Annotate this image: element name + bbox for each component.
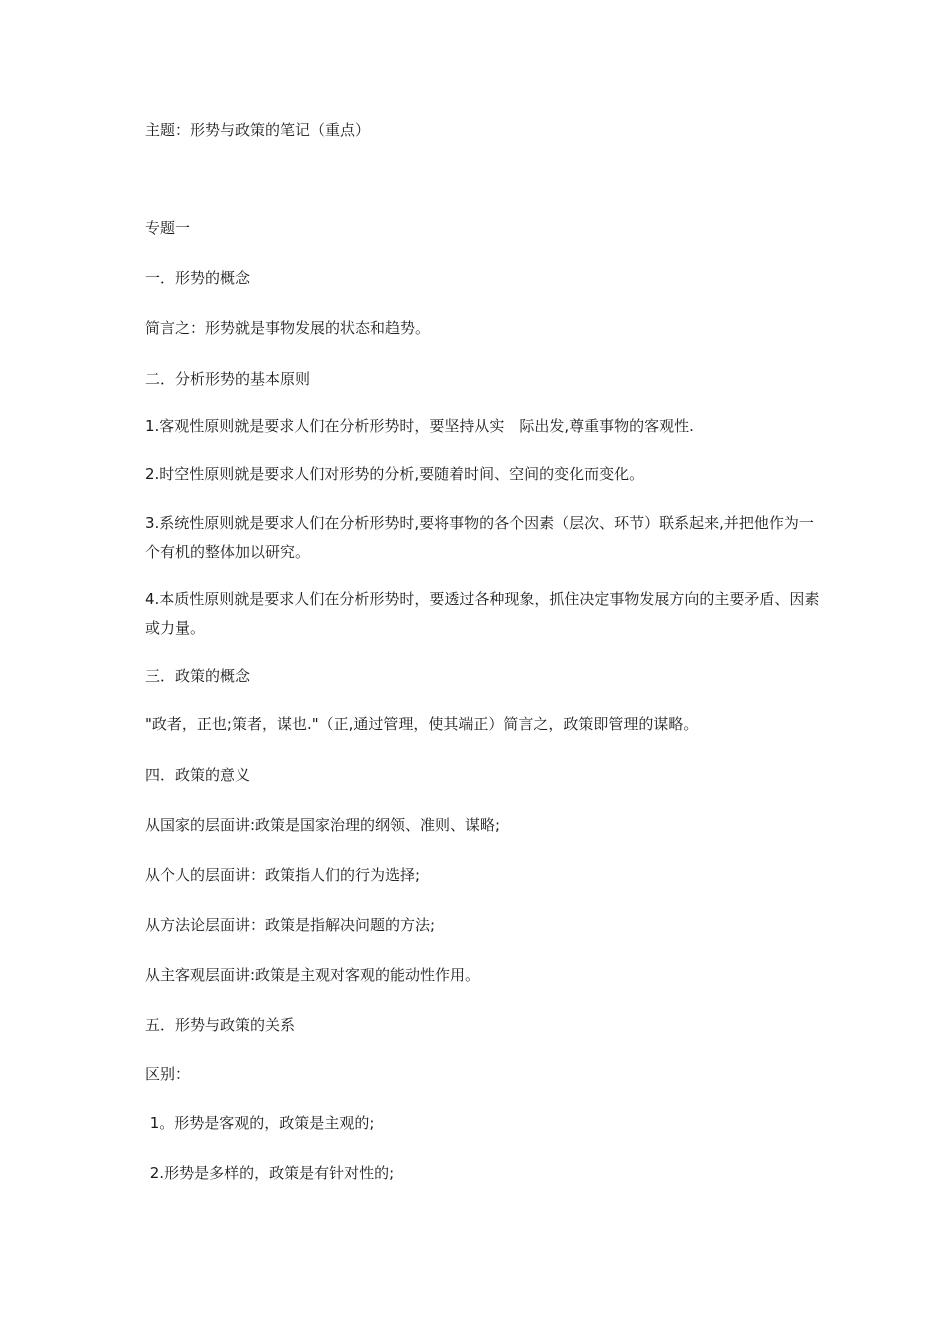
section-text-1: 简言之：形势就是事物发展的状态和趋势。 [145,319,431,337]
principle-2: 2.时空性原则就是要求人们对形势的分析,要随着时间、空间的变化而变化。 [145,465,645,483]
section-heading-2: 二．分析形势的基本原则 [145,370,311,388]
meaning-1: 从国家的层面讲:政策是国家治理的纲领、准则、谋略; [145,816,501,834]
meaning-3: 从方法论层面讲：政策是指解决问题的方法; [145,916,436,934]
principle-4: 4.本质性原则就是要求人们在分析形势时，要透过各种现象，抓住决定事物发展方向的主要矛盾、因素或力量。 [145,590,820,637]
difference-label: 区别： [145,1065,191,1083]
section-heading-4: 四．政策的意义 [145,766,251,784]
meaning-4: 从主客观层面讲:政策是主观对客观的能动性作用。 [145,966,481,984]
section-text-3: "政者，正也;策者，谋也."（正,通过管理，使其端正）简言之，政策即管理的谋略。 [145,715,699,733]
section-heading-5: 五．形势与政策的关系 [145,1016,296,1034]
difference-2: 2.形势是多样的，政策是有针对性的; [145,1164,395,1182]
document-title: 主题：形势与政策的笔记（重点） [145,121,371,139]
topic-heading: 专题一 [145,219,191,237]
section-heading-1: 一．形势的概念 [145,269,251,287]
meaning-2: 从个人的层面讲：政策指人们的行为选择; [145,866,421,884]
principle-1: 1.客观性原则就是要求人们在分析形势时，要坚持从实 际出发,尊重事物的客观性. [145,417,694,435]
difference-1: 1。形势是客观的，政策是主观的; [145,1114,375,1132]
section-heading-3: 三．政策的概念 [145,667,251,685]
principle-3: 3.系统性原则就是要求人们在分析形势时,要将事物的各个因素（层次、环节）联系起来,并把他作为一个有机的整体加以研究。 [145,514,814,561]
